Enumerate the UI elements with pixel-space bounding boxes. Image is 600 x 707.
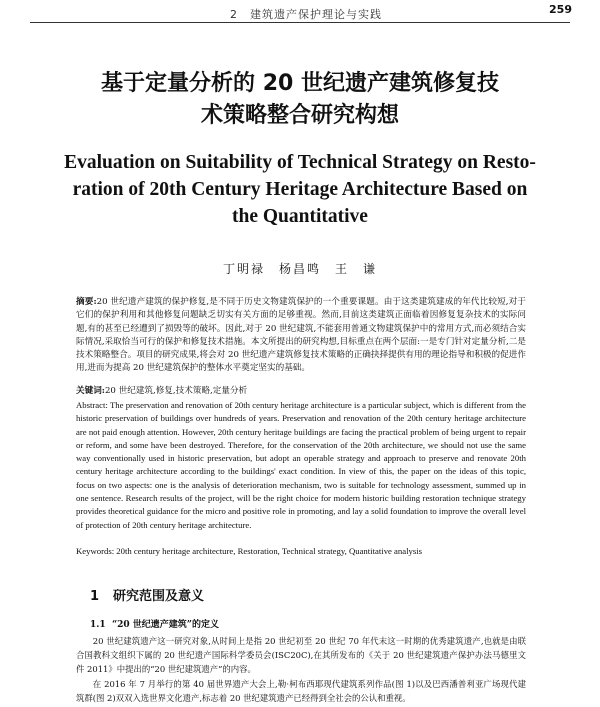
title-en-line-3: the Quantitative [232, 206, 368, 227]
keywords-en-text: 20th century heritage architecture, Restoration, Technical strategy, Quantitative analysis [116, 546, 423, 556]
abstract-cn [76, 296, 526, 376]
abstract-en [76, 399, 526, 532]
paragraph-1: 20 世纪建筑遗产这一研究对象,从时间上是指 20 世纪初至 20 世纪 70 年代末这一时期的优秀建筑遗产,也就是由联合国教科文组织下属的 20 世纪遗产国际科学委员会(ISC20C),在其所发布的《关于 20 世纪建筑遗产保护办法马德里文件 2011》中提出的“20 世纪建筑遗产”的内容。 [76, 636, 526, 674]
subsection-title: “20 世纪遗产建筑”的定义 [111, 620, 219, 630]
keywords-cn-label: 关键词: [76, 386, 105, 396]
abstract-en-label: Abstract: [76, 400, 108, 410]
abstract-cn-label: 摘要: [76, 297, 97, 307]
title-en-line-1: Evaluation on Suitability of Technical Strategy on Resto- [64, 152, 536, 173]
section-title: 研究范围及意义 [113, 589, 205, 604]
running-header [0, 0, 600, 24]
title-cn-line-1: 基于定量分析的 20 世纪遗产建筑修复技 [101, 71, 499, 96]
subsection-heading [90, 617, 219, 630]
title-cn-line-2: 术策略整合研究构想 [200, 103, 399, 128]
abstract-cn-text: 20 世纪遗产建筑的保护修复,是不同于历史文物建筑保护的一个重要课题。由于这类建筑建成的年代比较短,对于它们的保护利用和其他修复问题缺乏切实有关方面的足够重视。然而,目前这类建筑正面临着因修复复杂技术的实际问题,有的甚至已经遭到了损毁等的破坏。因此,对于 20 世纪建筑,不能套用普通文物建筑保护中的常用方式,而必须结合实际情况,采取恰当可行的保护和修复技术措施。本文所提出的研究构想,目标重点在两个层面:一是专门针对定量分析,二是技术策略整合。项目的研究成果,将会对 20 世纪遗产建筑修复技术策略的正确抉择提供有用的理论指导和积极的促进作用,进而为提高 20 世纪建筑保护的整体水平奠定坚实的基础。 [76, 297, 526, 374]
header-rule [30, 22, 570, 23]
keywords-cn-text: 20 世纪建筑,修复,技术策略,定量分析 [104, 386, 248, 396]
keywords-en [76, 545, 526, 558]
subsection-number: 1.1 [90, 620, 106, 630]
authors: 丁明禄 杨昌鸣 王 谦 [222, 262, 377, 276]
page-number: 259 [549, 3, 572, 16]
section-number: 1 [90, 589, 100, 604]
keywords-en-label: Keywords: [76, 546, 115, 556]
title-en-line-2: ration of 20th Century Heritage Architecture Based on [72, 179, 528, 200]
paragraph-2: 在 2016 年 7 月举行的第 40 届世界遗产大会上,勒·柯布西耶现代建筑系列作品(图 1)以及巴西潘普利亚广场现代建筑群(图 2)双双入选世界文化遗产,标志着 20 世纪建筑遗产已经得到全社会的公认和重视。 [76, 679, 526, 703]
abstract-en-text: The preservation and renovation of 20th century heritage architecture is a particular subject, which is different from the historic preservation of buildings over hundreds of years. Preservation and renovation of the 20th century heritage architecture are not paid enough attention. However, 20th century heritage buildings are facing the practical problem of being urgent to repair or reform, and some have been destroyed. Therefore, for the conservation of the 20th architecture, we should not use the same way conventionally used in historic preservation, but adopt an operable strategy and approach to preserve and renovate 20th century heritage architecture according to the buildings' exact condition. In view of this, the paper on the ideas of this topic, focus on two aspects: one is the analysis of deterioration mechanism, two is suitable for technology assessment, summed up in one sentence. Research results of the project, will be the right choice for modern historic building restoration technique strategy provides theoretical guidance for the micro and positive role in promoting, and lay a solid foundation to improve the overall level of protection of 20th century heritage architecture. [76, 400, 526, 530]
section-heading [90, 585, 204, 604]
running-header-chapter: 2 建筑遗产保护理论与实践 [230, 8, 382, 21]
keywords-cn [76, 385, 526, 398]
